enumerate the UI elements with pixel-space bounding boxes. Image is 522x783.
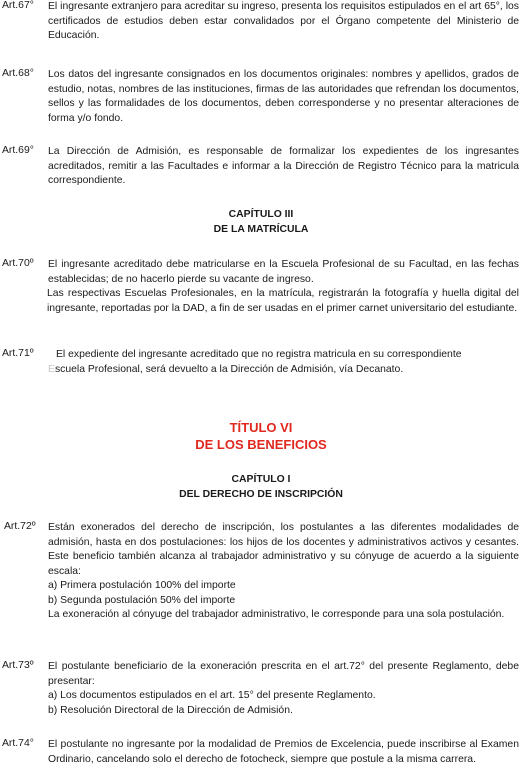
title-name: DE LOS BENEFICIOS: [195, 437, 327, 452]
list-item: a) Primera postulación 100% del importe: [48, 580, 236, 591]
chapter-number: CAPÍTULO III: [228, 209, 294, 220]
article-text: La exoneración al cónyuge del trabajador administrativo, le corresponde para una sola postulación.: [48, 609, 505, 620]
article-number: Art.73º: [2, 660, 34, 671]
article-text: El ingresante acreditado debe matricularse en la Escuela Profesional de su Facultad, en las fechas establecidas; de no hacerlo pierde su vacante de ingreso.: [48, 259, 519, 285]
title-heading: [0, 419, 522, 453]
article-number: Art.67°: [2, 0, 34, 11]
list-item: a) Los documentos estipulados en el art. 15° del presente Reglamento.: [48, 690, 376, 701]
article-number: Art.70º: [2, 258, 34, 269]
chapter-heading: [0, 473, 522, 502]
title-number: TÍTULO VI: [229, 420, 293, 435]
article-text: El postulante beneficiario de la exoneración prescrita en el art.72° del presente Reglamento, debe presentar:: [48, 661, 519, 687]
article-text: Están exonerados del derecho de inscripción, los postulantes a las diferentes modalidades de admisión, hasta en dos postulaciones: los hijos de los docentes y administrativos activos y cesantes. Este beneficio también alcanza al trabajador administrativo y su cónyuge de acuerdo a la siguiente escala:: [48, 522, 519, 577]
chapter-title: DE LA MATRÍCULA: [213, 223, 309, 235]
list-item: b) Resolución Directoral de la Dirección de Admisión.: [48, 704, 293, 716]
article-text: Los datos del ingresante consignados en los documentos originales: nombres y apellidos, grados de estudio, notas, nombres de las instituciones, firmas de las autoridades que refrendan los documentos, sellos y las formalidades de los documentos, deben corresponderse y no presentar alteraciones de forma y/o fondo.: [48, 69, 519, 124]
article-text: Las respectivas Escuelas Profesionales, en la matrícula, registrarán la fotografía y huella digital del ingresante, reportadas por la DAD, a fin de ser usadas en el primer carnet universitario del estudiante.: [47, 288, 519, 314]
article-text: El ingresante extranjero para acreditar su ingreso, presenta los requisitos estipulados en el art 65°, los certificados de estudios deben estar convalidados por el Órgano competente del Ministerio de Educación.: [48, 1, 519, 41]
article-text-continued: Escuela Profesional, será devuelto a la Dirección de Admisión, vía Decanato.: [48, 363, 404, 375]
chapter-title: DEL DERECHO DE INSCRIPCIÓN: [179, 488, 343, 500]
article-number: Art.72º: [4, 521, 36, 532]
list-item: b) Segunda postulación 50% del importe: [48, 594, 236, 606]
article-number: Art.68°: [2, 68, 34, 79]
article-text: El expediente del ingresante acreditado que no registra matricula en su correspondiente: [56, 349, 462, 360]
chapter-heading: [0, 208, 522, 237]
article-text: La Dirección de Admisión, es responsable de formalizar los expedientes de los ingresantes acreditados, remitir a las Facultades e informar a la Dirección de Registro Técnico para la matricula correspondiente.: [48, 146, 519, 186]
article-number: Art.71º: [2, 348, 34, 359]
article-number: Art.74°: [2, 738, 34, 749]
chapter-number: CAPÍTULO I: [231, 474, 291, 485]
article-number: Art.69°: [2, 145, 34, 156]
faded-first-letter: E: [48, 363, 55, 375]
article-text: El postulante no ingresante por la modalidad de Premios de Excelencia, puede inscribirse al Examen Ordinario, cancelando solo el derecho de fotocheck, siempre que postule a la misma carrera.: [48, 739, 519, 765]
